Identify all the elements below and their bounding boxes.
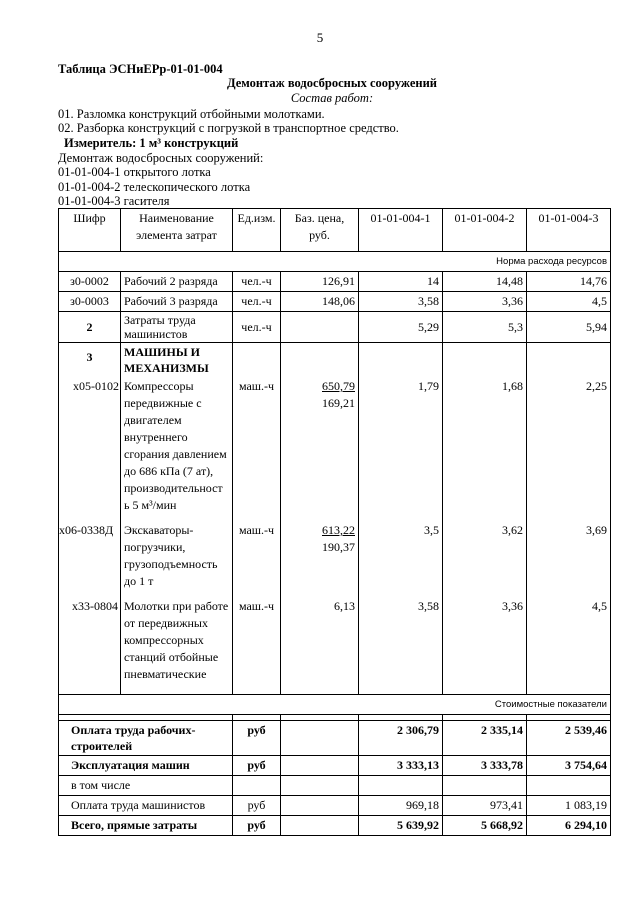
row-v1: 5,29 xyxy=(359,312,443,343)
row-v3: 2,25 xyxy=(527,377,611,515)
total-v3: 6 294,10 xyxy=(527,815,611,835)
total-unit: руб xyxy=(233,755,281,775)
row-unit: маш.-ч xyxy=(233,597,281,684)
price-wage: 190,37 xyxy=(322,540,355,554)
total-name: Оплата труда рабочих-строителей xyxy=(59,720,233,755)
row-unit: чел.-ч xyxy=(233,312,281,343)
row-code: х05-0102 xyxy=(59,377,121,515)
total-row xyxy=(59,795,611,815)
machines-group-row xyxy=(59,343,611,378)
table-row xyxy=(59,312,611,343)
row-name: Экскаваторы-погрузчики, грузоподъемность до 1 т xyxy=(121,521,233,591)
row-unit: маш.-ч xyxy=(233,521,281,591)
row-v3: 4,5 xyxy=(527,597,611,684)
table-row xyxy=(59,377,611,515)
row-v2: 5,3 xyxy=(443,312,527,343)
variant-3: 01-01-004-3 гасителя xyxy=(58,194,170,208)
total-row xyxy=(59,755,611,775)
work-composition-heading: Состав работ: xyxy=(290,91,374,105)
total-v3 xyxy=(527,775,611,795)
total-unit: руб xyxy=(233,815,281,835)
total-unit: руб xyxy=(233,795,281,815)
page-number: 5 xyxy=(316,30,324,45)
total-v2: 5 668,92 xyxy=(443,815,527,835)
row-name: Рабочий 3 разряда xyxy=(121,292,233,312)
row-price: 126,91 xyxy=(281,272,359,292)
work-item-2: 02. Разборка конструкций с погрузкой в транспортное средство. xyxy=(58,121,399,135)
total-v1: 3 333,13 xyxy=(359,755,443,775)
row-unit: маш.-ч xyxy=(233,377,281,515)
row-v1: 3,58 xyxy=(359,292,443,312)
total-v3: 2 539,46 xyxy=(527,720,611,755)
variant-2: 01-01-004-2 телескопического лотка xyxy=(58,180,251,194)
document-title: Демонтаж водосбросных сооружений xyxy=(227,76,437,90)
table-row xyxy=(59,521,611,591)
total-v1: 5 639,92 xyxy=(359,815,443,835)
table-code: Таблица ЭСНиЕРр-01-01-004 xyxy=(58,62,223,76)
total-name: Оплата труда машинистов xyxy=(59,795,233,815)
total-row xyxy=(59,815,611,835)
header-col2: 01-01-004-2 xyxy=(443,209,527,252)
total-v2: 973,41 xyxy=(443,795,527,815)
row-unit: чел.-ч xyxy=(233,272,281,292)
total-v3: 1 083,19 xyxy=(527,795,611,815)
row-code: 2 xyxy=(59,312,121,343)
total-v2: 2 335,14 xyxy=(443,720,527,755)
row-v1: 1,79 xyxy=(359,377,443,515)
norm-label: Норма расхода ресурсов xyxy=(59,252,611,272)
header-col3: 01-01-004-3 xyxy=(527,209,611,252)
price-wage: 169,21 xyxy=(322,396,355,410)
row-name: Рабочий 2 разряда xyxy=(121,272,233,292)
table-row xyxy=(59,272,611,292)
row-name: Затраты труда машинистов xyxy=(121,312,233,343)
row-price: 6,13 xyxy=(281,597,359,684)
total-v1: 2 306,79 xyxy=(359,720,443,755)
row-v2: 14,48 xyxy=(443,272,527,292)
row-code: з0-0002 xyxy=(59,272,121,292)
row-v3: 3,69 xyxy=(527,521,611,591)
measure-unit: Измеритель: 1 м³ конструкций xyxy=(64,136,239,150)
row-v1: 3,58 xyxy=(359,597,443,684)
row-code: х33-0804 xyxy=(59,597,121,684)
price-base: 613,22 xyxy=(322,523,355,537)
row-v1: 3,5 xyxy=(359,521,443,591)
total-v2: 3 333,78 xyxy=(443,755,527,775)
cost-label-row xyxy=(59,694,611,714)
row-v1: 14 xyxy=(359,272,443,292)
row-v2: 1,68 xyxy=(443,377,527,515)
header-price: Баз. цена, руб. xyxy=(281,209,359,252)
total-v2 xyxy=(443,775,527,795)
total-name: Всего, прямые затраты xyxy=(59,815,233,835)
total-row xyxy=(59,775,611,795)
row-name: Компрессоры передвижные с двигателем внутреннего сгорания давлением до 686 кПа (7 ат), производительност ь 5 м³/мин xyxy=(121,377,233,515)
total-unit xyxy=(233,775,281,795)
row-unit: чел.-ч xyxy=(233,292,281,312)
row-v2: 3,62 xyxy=(443,521,527,591)
header-name: Наименование элемента затрат xyxy=(121,209,233,252)
row-code: х06-0338Д xyxy=(59,521,121,591)
row-v2: 3,36 xyxy=(443,292,527,312)
row-v2: 3,36 xyxy=(443,597,527,684)
variant-1: 01-01-004-1 открытого лотка xyxy=(58,165,211,179)
total-v3: 3 754,64 xyxy=(527,755,611,775)
group-name: МАШИНЫ И МЕХАНИЗМЫ xyxy=(121,343,233,378)
price-base: 650,79 xyxy=(322,379,355,393)
row-v3: 5,94 xyxy=(527,312,611,343)
total-name: Эксплуатация машин xyxy=(59,755,233,775)
row-v3: 14,76 xyxy=(527,272,611,292)
table-row xyxy=(59,292,611,312)
total-row xyxy=(59,720,611,755)
group-code: 3 xyxy=(59,343,121,378)
section-label: Демонтаж водосбросных сооружений: xyxy=(58,151,264,165)
total-name: в том числе xyxy=(59,775,233,795)
header-col1: 01-01-004-1 xyxy=(359,209,443,252)
row-code: з0-0003 xyxy=(59,292,121,312)
row-price xyxy=(281,377,359,515)
row-price xyxy=(281,521,359,591)
header-unit: Ед.изм. xyxy=(233,209,281,252)
row-v3: 4,5 xyxy=(527,292,611,312)
norm-row xyxy=(59,252,611,272)
total-v1 xyxy=(359,775,443,795)
resource-table xyxy=(58,208,611,836)
cost-label: Стоимостные показатели xyxy=(59,694,611,714)
work-item-1: 01. Разломка конструкций отбойными молотками. xyxy=(58,107,325,121)
row-price xyxy=(281,312,359,343)
row-name: Молотки при работе от передвижных компрессорных станций отбойные пневматические xyxy=(121,597,233,684)
header-row xyxy=(59,209,611,252)
header-code: Шифр xyxy=(59,209,121,252)
table-row xyxy=(59,597,611,684)
total-unit: руб xyxy=(233,720,281,755)
row-price: 148,06 xyxy=(281,292,359,312)
total-v1: 969,18 xyxy=(359,795,443,815)
